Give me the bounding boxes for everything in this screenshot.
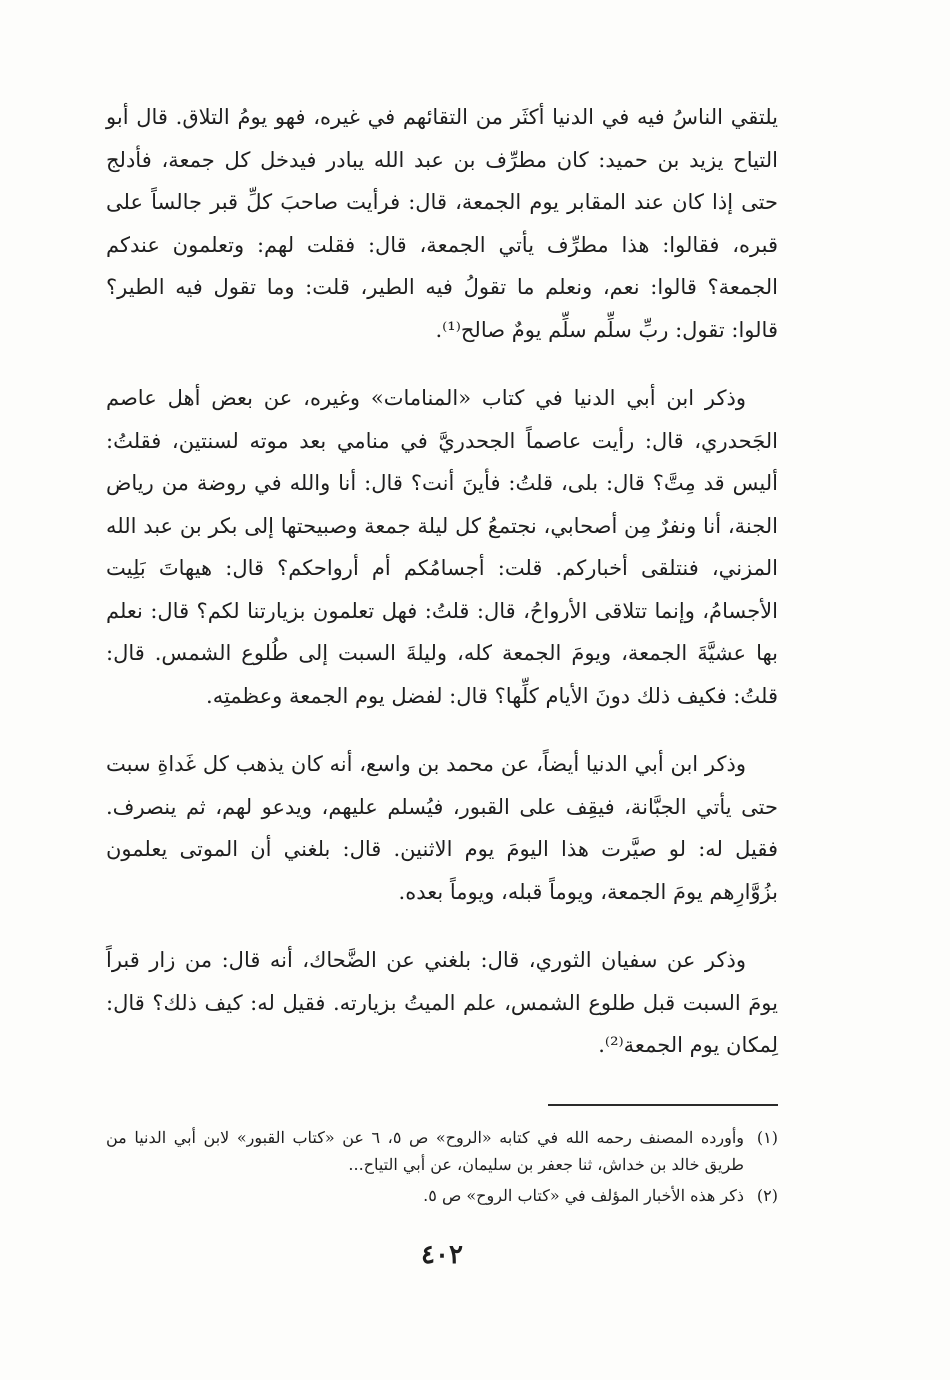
footnote-1 bbox=[106, 1124, 778, 1178]
paragraph-4: وذكر عن سفيان الثوري، قال: بلغني عن الضَّحاك، أنه قال: من زار قبراً يومَ السبت قبل طلوع الشمس، علم الميتُ بزيارته. فقيل له: كيف ذلك؟ قال: لِمكان يوم الجمعة⁽²⁾. bbox=[106, 948, 778, 1057]
footnote-2-number: (٢) bbox=[756, 1186, 778, 1205]
footnotes bbox=[106, 1124, 778, 1213]
page-number: ٤٠٢ bbox=[421, 1240, 463, 1270]
paragraph-2: وذكر ابن أبي الدنيا في كتاب «المنامات» وغيره، عن بعض أهل عاصم الجَحدري، قال: رأيت عاصماً الجحدريَّ في منامي بعد موته لسنتين، فقلتُ: أليس قد مِتَّ؟ قال: بلى، قلتُ: فأينَ أنت؟ قال: أنا والله في روضة من رياض الجنة، أنا ونفرٌ مِن أصحابي، نجتمعُ كل ليلة جمعة وصبيحتها إلى بكر بن عبد الله المزني، فنتلقى أخباركم. قلت: أجسامُكم أم أرواحكم؟ قال: هيهاتَ بَلِيت الأجسامُ، وإنما تتلاقى الأرواحُ، قال: قلتُ: فهل تعلمون بزيارتنا لكم؟ قال: نعلم بها عشيَّةَ الجمعة، ويومَ الجمعة كله، وليلةَ السبت إلى طُلوع الشمس. قال: قلتُ: فكيف ذلك دونَ الأيام كلِّها؟ قال: لفضل يوم الجمعة وعظمتِه. bbox=[106, 386, 778, 708]
footnote-2 bbox=[106, 1182, 778, 1209]
paragraph-1: يلتقي الناسُ فيه في الدنيا أكثَر من التقائهم في غيره، فهو يومُ التلاق. قال أبو التياح يزيد بن حميد: كان مطرِّف بن عبد الله يبادر فيدخل كل جمعة، فأدلج حتى إذا كان عند المقابر يوم الجمعة، قال: فرأيت صاحبَ كلِّ قبر جالساً على قبره، فقالوا: هذا مطرِّف يأتي الجمعة، قال: فقلت لهم: وتعلمون عندكم الجمعة؟ قالوا: نعم، ونعلم ما تقولُ فيه الطير، قلت: وما تقول فيه الطير؟ قالوا: تقول: ربِّ سلِّم سلِّم يومٌ صالح⁽¹⁾. bbox=[106, 105, 778, 342]
footnote-2-text: ذكر هذه الأخبار المؤلف في «كتاب الروح» ص ٥. bbox=[423, 1186, 744, 1205]
footnote-divider bbox=[548, 1104, 778, 1106]
main-text bbox=[106, 96, 778, 1093]
footnote-1-number: (١) bbox=[756, 1128, 778, 1147]
paragraph-3: وذكر ابن أبي الدنيا أيضاً، عن محمد بن واسع، أنه كان يذهب كل غَداةِ سبت حتى يأتي الجبَّانة، فيقِف على القبور، فيُسلم عليهم، ويدعو لهم، ثم ينصرف. فقيل له: لو صيَّرت هذا اليومَ يوم الاثنين. قال: بلغني أن الموتى يعلمون بزُوَّارِهم يومَ الجمعة، ويوماً قبله، ويوماً بعده. bbox=[106, 752, 778, 904]
footnote-1-text: وأورده المصنف رحمه الله في كتابه «الروح» ص ٥، ٦ عن «كتاب القبور» لابن أبي الدنيا من طريق خالد بن خداش، ثنا جعفر بن سليمان، عن أبي التياح... bbox=[106, 1128, 745, 1174]
